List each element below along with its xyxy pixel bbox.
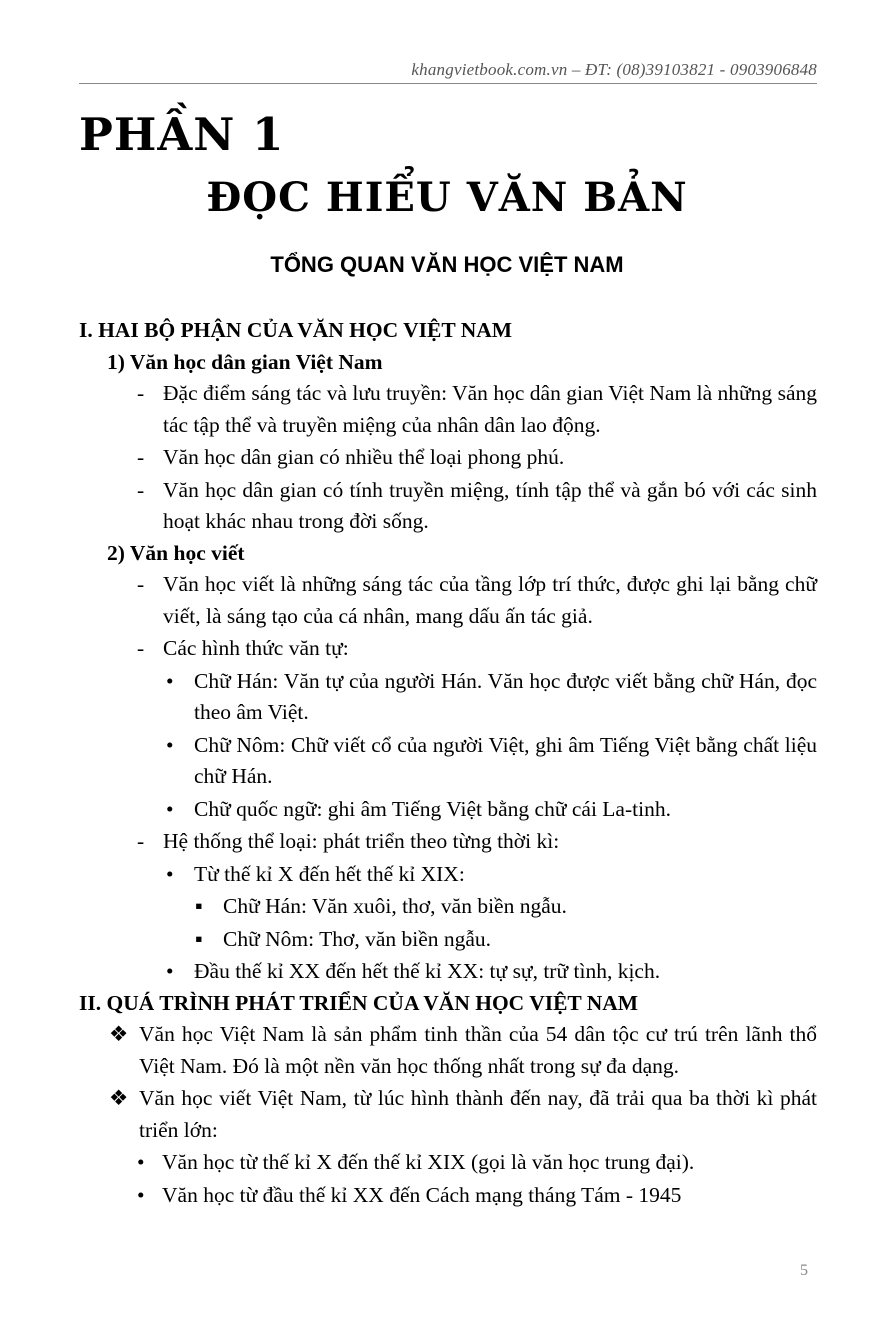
list-item: - Văn học viết là những sáng tác của tầng lớp trí thức, được ghi lại bằng chữ viết, là sáng tạo của cá nhân, mang dấu ấn tác giả.	[79, 569, 817, 632]
list-item: - Văn học dân gian có tính truyền miệng, tính tập thể và gắn bó với các sinh hoạt khác nhau trong đời sống.	[79, 475, 817, 538]
dash-marker: -	[137, 445, 145, 469]
bullet-marker: •	[137, 1150, 145, 1174]
list-item: ❖ Văn học Việt Nam là sản phẩm tinh thần của 54 dân tộc cư trú trên lãnh thổ Việt Nam. Đó là một nền văn học thống nhất trong sự đa dạng.	[79, 1019, 817, 1082]
section-2-heading: II. QUÁ TRÌNH PHÁT TRIỂN CỦA VĂN HỌC VIỆT NAM	[79, 990, 639, 1015]
bullet-marker: •	[166, 668, 174, 693]
header-divider	[79, 83, 817, 84]
dash-marker: -	[137, 477, 145, 502]
dash-marker: -	[137, 829, 145, 853]
list-item: - Các hình thức văn tự:	[79, 633, 817, 665]
diamond-marker: ❖	[109, 1022, 129, 1046]
list-item: - Hệ thống thể loại: phát triển theo từng thời kì:	[79, 826, 817, 858]
list-item: ❖ Văn học viết Việt Nam, từ lúc hình thành đến nay, đã trải qua ba thời kì phát triển lớn:	[79, 1083, 817, 1146]
list-item: • Chữ Nôm: Chữ viết cổ của người Việt, ghi âm Tiếng Việt bằng chất liệu chữ Hán.	[79, 730, 817, 793]
list-item: - Đặc điểm sáng tác và lưu truyền: Văn học dân gian Việt Nam là những sáng tác tập thể và truyền miệng của nhân dân lao động.	[79, 378, 817, 441]
dash-marker: -	[137, 636, 145, 660]
dash-marker: -	[137, 572, 145, 596]
list-item: • Đầu thế kỉ XX đến hết thế kỉ XX: tự sự, trữ tình, kịch.	[79, 956, 817, 988]
subsection-2-heading: 2) Văn học viết	[107, 540, 245, 565]
bullet-marker: •	[137, 1182, 145, 1207]
bullet-marker: •	[166, 796, 174, 821]
main-title: ĐỌC HIỂU VĂN BẢN	[206, 174, 688, 221]
dash-marker: -	[137, 381, 145, 405]
bullet-marker: •	[166, 959, 174, 983]
bullet-marker: •	[166, 732, 174, 757]
subtitle: TỔNG QUAN VĂN HỌC VIỆT NAM	[270, 252, 624, 277]
page-header: khangvietbook.com.vn – ĐT: (08)39103821 - 0903906848	[411, 60, 817, 79]
section-1-heading: I. HAI BỘ PHẬN CỦA VĂN HỌC VIỆT NAM	[79, 318, 513, 342]
list-item: ▪ Chữ Hán: Văn xuôi, thơ, văn biền ngẫu.	[79, 891, 817, 923]
list-item: ▪ Chữ Nôm: Thơ, văn biền ngẫu.	[79, 924, 817, 956]
square-marker: ▪	[195, 894, 203, 918]
list-item: - Văn học dân gian có nhiều thể loại phong phú.	[79, 442, 817, 474]
page-number: 5	[800, 1262, 808, 1279]
subsection-1-heading: 1) Văn học dân gian Việt Nam	[107, 349, 383, 374]
list-item: • Văn học từ đầu thế kỉ XX đến Cách mạng tháng Tám - 1945	[79, 1180, 817, 1212]
square-marker: ▪	[195, 926, 203, 951]
list-item: • Chữ quốc ngữ: ghi âm Tiếng Việt bằng chữ cái La-tinh.	[79, 794, 817, 826]
diamond-marker: ❖	[109, 1086, 129, 1110]
part-title: PHẦN 1	[79, 108, 285, 161]
list-item: • Từ thế kỉ X đến hết thế kỉ XIX:	[79, 859, 817, 891]
list-item: • Văn học từ thế kỉ X đến thế kỉ XIX (gọi là văn học trung đại).	[79, 1147, 817, 1179]
document-body	[79, 315, 817, 1211]
bullet-marker: •	[166, 861, 174, 886]
list-item: • Chữ Hán: Văn tự của người Hán. Văn học được viết bằng chữ Hán, đọc theo âm Việt.	[79, 666, 817, 729]
